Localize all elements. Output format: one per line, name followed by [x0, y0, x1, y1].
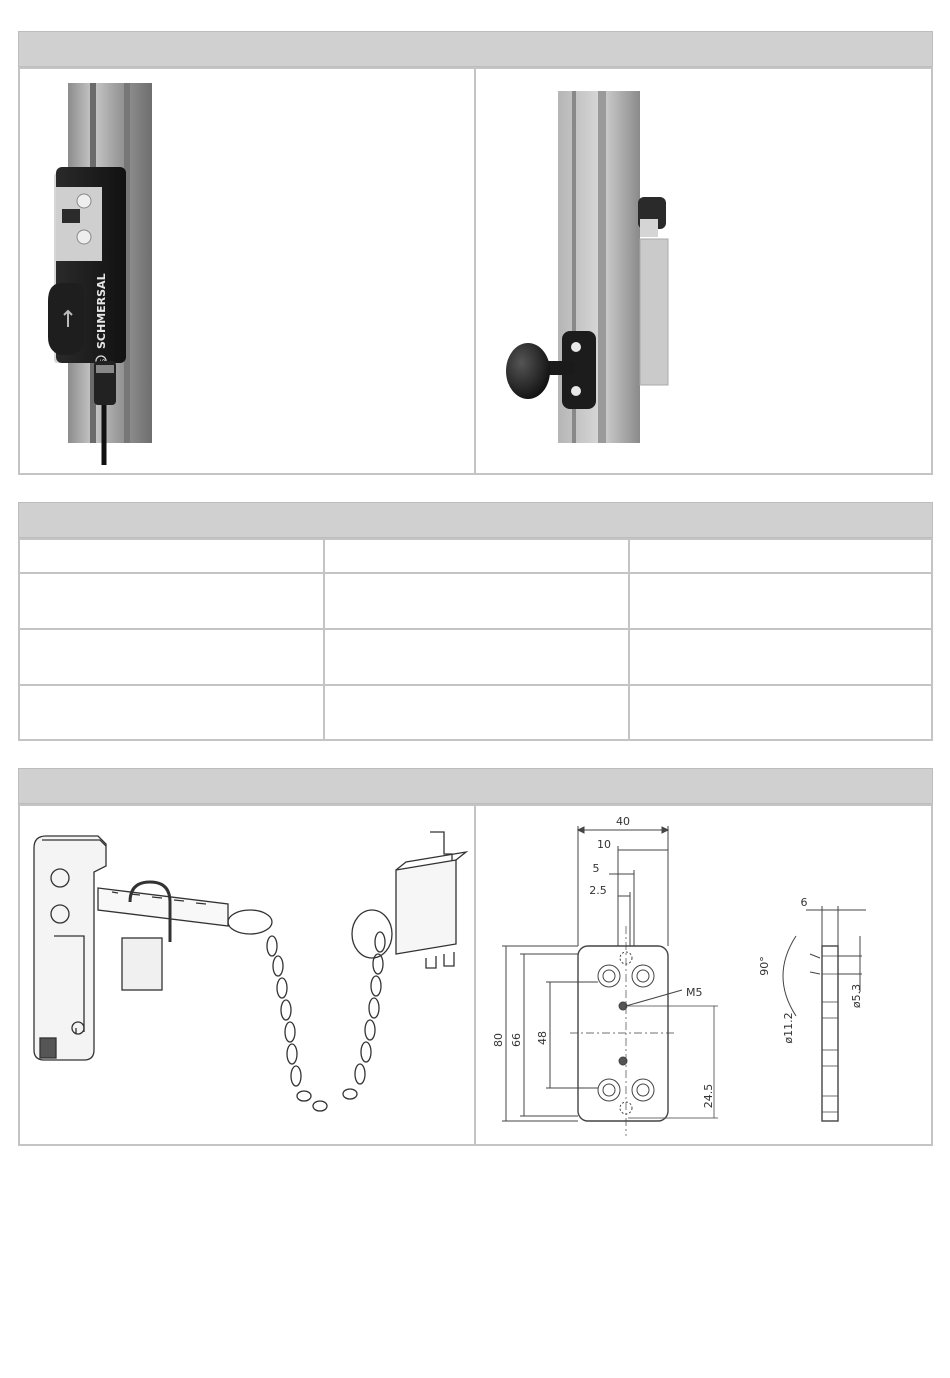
lockout-hasp	[98, 888, 228, 926]
dim-width-40: 40	[616, 815, 630, 828]
plate-outline	[578, 946, 668, 1121]
section-header-table	[18, 502, 933, 538]
table-cell-r4-c2	[323, 684, 630, 741]
photo-panel-actuator	[474, 67, 933, 475]
lock-handle	[48, 283, 84, 355]
drawing-panel-dimensions	[474, 804, 933, 1146]
chain	[267, 932, 385, 1111]
actuator-bracket	[396, 860, 456, 954]
dim-24-5: 24.5	[702, 1083, 715, 1109]
mushroom-knob	[506, 343, 550, 399]
table-cell-r4-c1	[18, 684, 325, 741]
photo-panel-safety-lock	[18, 67, 476, 475]
dim-dia-11-2: ø11.2	[782, 1012, 795, 1044]
table-cell-r3-c1	[18, 628, 325, 686]
side-view-outline	[822, 946, 838, 1121]
brand-logo: SCHMERSAL	[95, 273, 108, 349]
padlock-chain-drawing	[20, 806, 476, 1146]
dim-angle-90: 90°	[758, 956, 771, 976]
table-cell-r3-c3	[628, 628, 933, 686]
table-cell-r1-c3	[628, 538, 933, 574]
table-cell-r2-c3	[628, 572, 933, 630]
dim-thread-m5: M5	[686, 986, 703, 999]
actuator-photo	[476, 69, 933, 475]
rear-plate	[640, 239, 668, 385]
section-header-drawings	[18, 768, 933, 804]
dimension-drawing	[476, 806, 933, 1146]
dim-dia-5-3: ø5.3	[850, 983, 863, 1009]
table-cell-r1-c1	[18, 538, 325, 574]
dim-10: 10	[597, 838, 611, 851]
dim-5: 5	[592, 862, 600, 875]
table-cell-r2-c1	[18, 572, 325, 630]
dim-2-5: 2.5	[589, 884, 607, 897]
dim-height-80: 80	[492, 1033, 505, 1047]
safety-lock-photo	[20, 69, 476, 475]
table-cell-r4-c3	[628, 684, 933, 741]
padlock-body	[122, 938, 162, 990]
section-header-images	[18, 31, 933, 67]
table-cell-r2-c2	[323, 572, 630, 630]
dim-side-6: 6	[800, 896, 808, 909]
dim-48: 48	[536, 1031, 549, 1045]
lock-body-outline	[34, 836, 106, 1060]
drawing-panel-padlock-chain	[18, 804, 476, 1146]
dim-66: 66	[510, 1033, 523, 1047]
table-cell-r3-c2	[323, 628, 630, 686]
connector-outline	[40, 1038, 56, 1058]
table-cell-r1-c2	[323, 538, 630, 574]
